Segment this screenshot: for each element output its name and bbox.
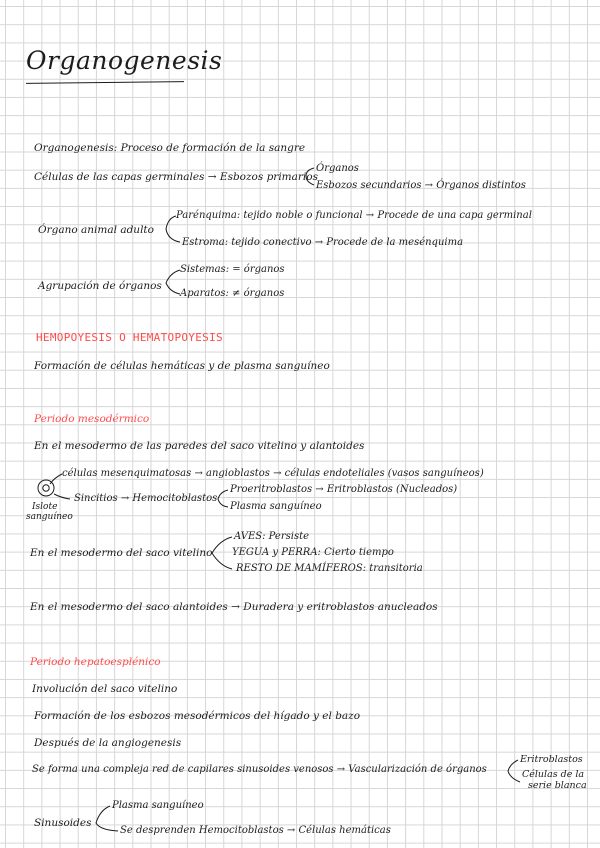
mesoderm-walls-line: En el mesodermo de las paredes del saco vitelino y alantoides <box>34 440 365 452</box>
adult-organ-label: Órgano animal adulto <box>38 224 154 236</box>
sinusoids-label: Sinusoides <box>34 817 92 829</box>
buds-formation-line: Formación de los esbozos mesodérmicos del hígado y el bazo <box>34 710 361 722</box>
involution-line: Involución del saco vitelino <box>32 683 178 695</box>
mesenchymal-cells-line: células mesenquimatosas → angioblastos → células endoteliales (vasos sanguíneos) <box>62 468 484 479</box>
other-mammals-line: RESTO DE MAMÍFEROS: transitoria <box>236 563 423 574</box>
secondary-buds-branch: Esbozos secundarios → Órganos distintos <box>316 180 526 191</box>
bracket-primary-buds <box>306 168 314 185</box>
syncytia-line: Sincitios → Hemocitoblastos <box>74 493 218 504</box>
hemopoiesis-heading: HEMOPOYESIS O HEMATOPOYESIS <box>36 331 223 344</box>
organogenesis-definition: Organogenesis: Proceso de formación de la sangre <box>34 142 306 154</box>
vitelline-sac-line: En el mesodermo del saco vitelino <box>30 547 213 559</box>
erythroblasts-branch: Eritroblastos <box>520 754 583 765</box>
germ-layer-cells-line: Células de las capas germinales → Esbozos primarios <box>34 171 318 183</box>
hepatosplenic-period-heading: Periodo hepatoesplénico <box>30 656 161 668</box>
blood-island-label-2: sanguíneo <box>26 512 73 522</box>
page-title: Organogenesis <box>26 46 223 75</box>
blood-island-outer <box>38 480 54 496</box>
bracket-vitelline <box>212 537 232 569</box>
blood-plasma-line-1: Plasma sanguíneo <box>230 501 322 512</box>
organs-branch: Órganos <box>316 163 359 174</box>
after-angiogenesis-line: Después de la angiogenesis <box>34 737 182 749</box>
proerythroblasts-line: Proeritroblastos → Eritroblastos (Nucleados) <box>230 484 458 495</box>
blood-island-inner <box>43 485 49 491</box>
bracket-organ-grouping <box>166 270 180 294</box>
bracket-adult-organ <box>166 216 180 242</box>
stroma-line: Estroma: tejido conectivo → Procede de la mesénquima <box>182 237 464 248</box>
bracket-vascularization <box>508 760 520 782</box>
organ-grouping-label: Agrupación de órganos <box>38 280 162 292</box>
blood-plasma-line-2: Plasma sanguíneo <box>112 800 204 811</box>
bracket-hemocytoblasts <box>218 490 228 507</box>
systems-line: Sistemas: = órganos <box>180 264 285 275</box>
white-series-branch-1: Células de la <box>522 769 585 780</box>
hemopoiesis-definition: Formación de células hemáticas y de plasma sanguíneo <box>34 360 330 372</box>
blood-island-label: Islote <box>32 502 58 512</box>
allantois-line: En el mesodermo del saco alantoides → Duradera y eritroblastos anucleados <box>30 601 438 613</box>
apparatus-line: Aparatos: ≠ órganos <box>180 288 285 299</box>
mare-dog-line: YEGUA y PERRA: Cierto tiempo <box>232 547 394 558</box>
hemocytoblasts-release-line: Se desprenden Hemocitoblastos → Células hemáticas <box>120 825 391 836</box>
bracket-syncytia <box>54 494 70 499</box>
parenchyma-line: Parénquima: tejido noble o funcional → Procede de una capa germinal <box>176 210 532 221</box>
white-series-branch-2: serie blanca <box>528 780 587 791</box>
mesodermal-period-heading: Periodo mesodérmico <box>34 413 150 425</box>
birds-line: AVES: Persiste <box>234 531 310 542</box>
capillary-network-line: Se forma una compleja red de capilares sinusoides venosos → Vascularización de órganos <box>32 764 487 775</box>
bracket-sinusoids <box>96 806 118 831</box>
